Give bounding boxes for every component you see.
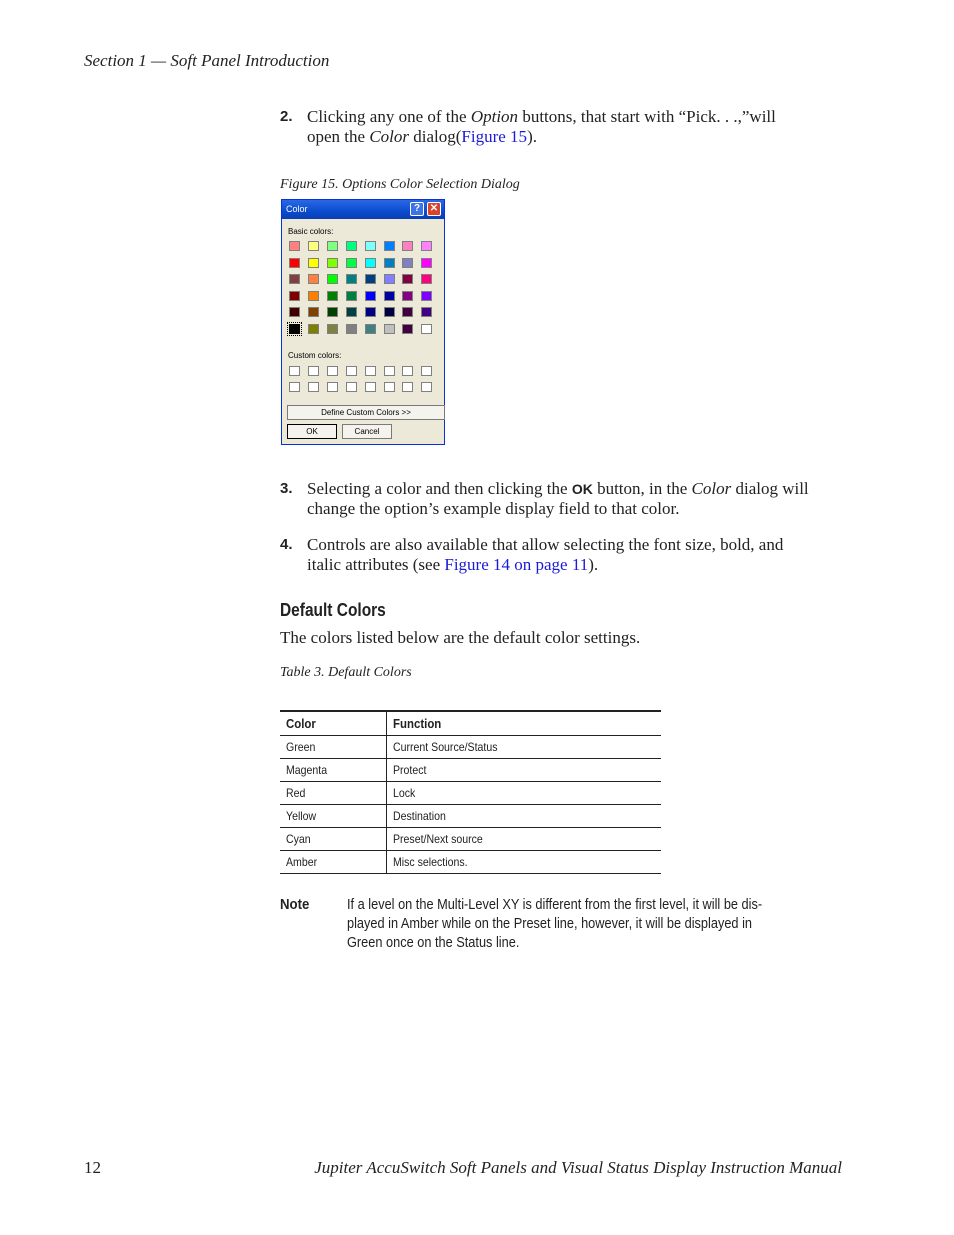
- table-row: [280, 736, 661, 759]
- custom-color-swatch[interactable]: [421, 382, 432, 392]
- color-swatch[interactable]: [327, 307, 338, 317]
- step-2: [280, 107, 840, 147]
- default-colors-table: [280, 710, 661, 874]
- color-swatch[interactable]: [327, 324, 338, 334]
- color-cell: Yellow: [280, 805, 387, 828]
- custom-color-swatch[interactable]: [402, 382, 413, 392]
- basic-colors-label: Basic colors:: [288, 227, 334, 236]
- color-swatch[interactable]: [365, 291, 376, 301]
- color-swatch[interactable]: [421, 258, 432, 268]
- custom-color-swatch[interactable]: [402, 366, 413, 376]
- color-swatch[interactable]: [384, 241, 395, 251]
- column-header: Color: [280, 711, 387, 736]
- color-swatch[interactable]: [346, 241, 357, 251]
- color-swatch[interactable]: [289, 241, 300, 251]
- custom-color-swatch[interactable]: [384, 366, 395, 376]
- table-row: [280, 805, 661, 828]
- running-footer: Jupiter AccuSwitch Soft Panels and Visual Status Display Instruction Manual: [314, 1158, 842, 1177]
- color-swatch[interactable]: [327, 241, 338, 251]
- custom-color-swatch[interactable]: [327, 382, 338, 392]
- color-swatch[interactable]: [346, 258, 357, 268]
- page-number: 12: [84, 1158, 101, 1177]
- close-button[interactable]: ✕: [427, 202, 441, 216]
- step-number: 2.: [280, 108, 293, 125]
- custom-colors-label: Custom colors:: [288, 351, 342, 360]
- step-text: Controls are also available that allow selecting the font size, bold, and italic attributes (see Figure 14 on page 11).: [307, 535, 784, 574]
- custom-color-swatch[interactable]: [365, 366, 376, 376]
- color-swatch[interactable]: [365, 307, 376, 317]
- custom-color-swatch[interactable]: [384, 382, 395, 392]
- function-cell: Misc selections.: [387, 851, 662, 874]
- color-swatch[interactable]: [289, 291, 300, 301]
- color-swatch[interactable]: [365, 274, 376, 284]
- custom-color-swatch[interactable]: [308, 382, 319, 392]
- color-swatch[interactable]: [421, 274, 432, 284]
- figure-15-link[interactable]: Figure 15: [461, 127, 528, 146]
- color-swatch[interactable]: [308, 307, 319, 317]
- custom-color-swatch[interactable]: [327, 366, 338, 376]
- note-label: Note: [280, 896, 310, 913]
- color-swatch[interactable]: [327, 291, 338, 301]
- color-swatch[interactable]: [289, 258, 300, 268]
- color-swatch[interactable]: [289, 307, 300, 317]
- color-swatch[interactable]: [346, 324, 357, 334]
- color-swatch[interactable]: [402, 307, 413, 317]
- color-swatch[interactable]: [402, 324, 413, 334]
- figure-14-link[interactable]: Figure 14 on page 11: [444, 555, 589, 574]
- custom-color-swatch[interactable]: [421, 366, 432, 376]
- dialog-titlebar: [282, 200, 444, 219]
- color-swatch[interactable]: [327, 274, 338, 284]
- color-cell: Amber: [280, 851, 387, 874]
- step-text: Selecting a color and then clicking the OK button, in the Color dialog will change the option’s example display field to that color.: [307, 479, 809, 518]
- color-swatch[interactable]: [384, 307, 395, 317]
- table-row: [280, 782, 661, 805]
- step-4: [280, 535, 840, 575]
- color-swatch[interactable]: [346, 274, 357, 284]
- step-text: Clicking any one of the Option buttons, that start with “Pick. . .,”will open the Color dialog(Figure 15).: [307, 107, 776, 146]
- color-swatch[interactable]: [384, 258, 395, 268]
- color-swatch[interactable]: [346, 307, 357, 317]
- color-swatch[interactable]: [384, 274, 395, 284]
- step-number: 3.: [280, 480, 293, 497]
- step-number: 4.: [280, 536, 293, 553]
- table-caption: Table 3. Default Colors: [280, 665, 412, 680]
- color-swatch[interactable]: [421, 291, 432, 301]
- running-header: Section 1 — Soft Panel Introduction: [84, 51, 330, 70]
- color-swatch[interactable]: [308, 274, 319, 284]
- ok-button[interactable]: OK: [287, 424, 337, 439]
- function-cell: Preset/Next source: [387, 828, 662, 851]
- help-button[interactable]: ?: [410, 202, 424, 216]
- color-swatch[interactable]: [308, 241, 319, 251]
- function-cell: Current Source/Status: [387, 736, 662, 759]
- custom-color-swatch[interactable]: [346, 382, 357, 392]
- color-swatch[interactable]: [289, 324, 300, 334]
- table-row: [280, 851, 661, 874]
- table-header-row: [280, 711, 661, 736]
- color-swatch[interactable]: [421, 324, 432, 334]
- color-swatch[interactable]: [384, 324, 395, 334]
- color-swatch[interactable]: [346, 291, 357, 301]
- color-swatch[interactable]: [365, 241, 376, 251]
- color-swatch[interactable]: [365, 324, 376, 334]
- color-swatch[interactable]: [308, 258, 319, 268]
- section-heading: Default Colors: [280, 600, 386, 620]
- function-cell: Destination: [387, 805, 662, 828]
- color-swatch[interactable]: [402, 241, 413, 251]
- color-swatch[interactable]: [402, 274, 413, 284]
- define-custom-colors-button[interactable]: Define Custom Colors >>: [287, 405, 445, 420]
- color-swatch[interactable]: [384, 291, 395, 301]
- function-cell: Protect: [387, 759, 662, 782]
- color-swatch[interactable]: [402, 258, 413, 268]
- custom-color-swatch[interactable]: [365, 382, 376, 392]
- section-intro: The colors listed below are the default color settings.: [280, 628, 641, 647]
- custom-color-swatch[interactable]: [289, 382, 300, 392]
- color-swatch[interactable]: [327, 258, 338, 268]
- function-cell: Lock: [387, 782, 662, 805]
- custom-color-swatch[interactable]: [346, 366, 357, 376]
- cancel-button[interactable]: Cancel: [342, 424, 392, 439]
- custom-color-swatch[interactable]: [308, 366, 319, 376]
- color-cell: Cyan: [280, 828, 387, 851]
- color-swatch[interactable]: [308, 324, 319, 334]
- color-swatch[interactable]: [421, 241, 432, 251]
- table-row: [280, 828, 661, 851]
- color-cell: Red: [280, 782, 387, 805]
- color-swatch[interactable]: [365, 258, 376, 268]
- step-3: [280, 479, 840, 519]
- color-swatch[interactable]: [421, 307, 432, 317]
- color-swatch[interactable]: [308, 291, 319, 301]
- figure-caption: Figure 15. Options Color Selection Dialog: [280, 177, 520, 192]
- dialog-title: Color: [286, 204, 308, 214]
- color-dialog: [281, 199, 445, 445]
- column-header: Function: [387, 711, 662, 736]
- custom-color-swatch[interactable]: [289, 366, 300, 376]
- color-swatch[interactable]: [402, 291, 413, 301]
- color-cell: Green: [280, 736, 387, 759]
- table-row: [280, 759, 661, 782]
- color-cell: Magenta: [280, 759, 387, 782]
- note-text: If a level on the Multi-Level XY is different from the first level, it will be dis- played in Amber while on the Preset line, however, it will be displayed in Green once on the Status line.: [347, 897, 763, 951]
- color-swatch[interactable]: [289, 274, 300, 284]
